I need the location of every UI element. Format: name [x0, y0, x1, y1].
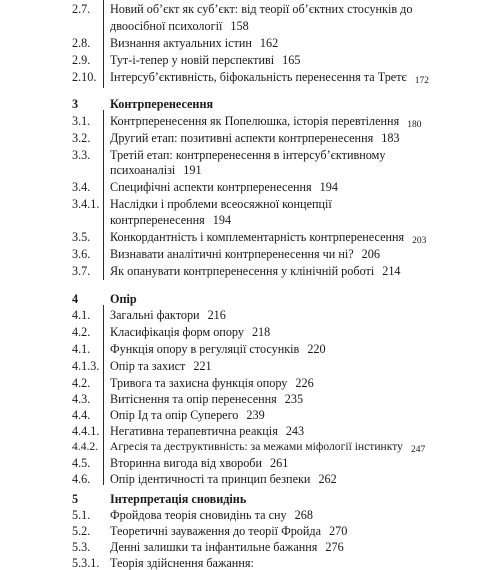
toc-entry-number: 2.10.: [72, 70, 97, 84]
toc-entry-title: Теоретичні зауваження до теорії Фройда: [110, 524, 322, 538]
toc-entry-number: 3.4.1.: [72, 197, 100, 211]
toc-entry-number: 4.5.: [72, 456, 91, 470]
toc-entry-page: 216: [207, 308, 226, 322]
toc-entry-title: психоаналізі: [110, 163, 176, 177]
toc-entry-number: 5.1.: [72, 508, 91, 522]
toc-entry-page: 194: [319, 180, 338, 194]
toc-entry-title: Опір та захист: [110, 359, 186, 373]
toc-entry-number: 4.2.: [72, 376, 91, 390]
toc-entry-title: Денні залишки та інфантильне бажання: [110, 540, 318, 554]
toc-entry-title: Специфічні аспекти контрперенесення: [110, 180, 312, 194]
toc-entry-page: 268: [294, 508, 313, 522]
toc-entry-page: 183: [381, 131, 400, 145]
toc-entry-number: 2.8.: [72, 36, 91, 50]
toc-entry-page: 262: [318, 472, 337, 486]
toc-entry-number: 4.3.: [72, 392, 91, 406]
chapter-number: 3: [72, 97, 79, 111]
toc-entry-title: контрперенесення: [110, 213, 205, 227]
toc-entry-number: 5.2.: [72, 524, 91, 538]
toc-entry-page: 221: [193, 359, 212, 373]
toc-entry-title: Функція опору в регуляції стосунків: [110, 342, 300, 356]
column-divider: [103, 0, 104, 88]
toc-entry-title: Опір Ід та опір Суперего: [110, 408, 239, 422]
toc-entry-page: 206: [361, 247, 380, 261]
toc-entry-title: Наслідки і проблеми всеосяжної концепції: [110, 197, 332, 211]
toc-entry-title: Визнання актуальних істин: [110, 36, 252, 50]
toc-entry-page: 218: [251, 325, 271, 339]
toc-entry-title: Визнавати аналітичні контрперенесення чи ні?: [110, 247, 354, 261]
column-divider: [103, 305, 104, 485]
toc-entry-title: Вторинна вигода від хвороби: [110, 456, 263, 470]
chapter-number: 4: [72, 292, 79, 306]
toc-entry-title: Третій етап: контрперенесення в інтерсуб’єктивному: [110, 148, 386, 162]
toc-entry-number: 3.5.: [72, 230, 91, 244]
toc-entry-number: 3.7.: [72, 264, 91, 278]
toc-entry-number: 3.2.: [72, 131, 91, 145]
toc-entry-title: Загальні фактори: [110, 308, 200, 322]
toc-entry-page: 191: [183, 163, 202, 177]
column-divider: [103, 110, 104, 280]
toc-entry-number: 3.4.: [72, 180, 91, 194]
toc-entry-title: Витіснення та опір перенесення: [110, 392, 277, 406]
toc-entry-page: 203: [412, 236, 427, 246]
toc-entry-page: 243: [285, 424, 305, 438]
toc-entry-number: 5.3.1.: [72, 556, 100, 570]
toc-entry-page: 214: [382, 264, 401, 278]
toc-entry-number: 3.1.: [72, 114, 91, 128]
toc-entry-page: 270: [329, 524, 348, 538]
toc-entry-number: 4.4.1.: [72, 424, 100, 438]
toc-entry-number: 4.6.: [72, 472, 91, 486]
toc-entry-number: 4.1.: [72, 342, 91, 356]
toc-entry-title: Фройдова теорія сновидінь та сну: [110, 508, 287, 522]
toc-entry-page: 180: [407, 120, 422, 130]
toc-entry-number: 4.4.2.: [72, 440, 99, 453]
toc-entry-title: Контрперенесення як Попелюшка, історія перевтілення: [110, 114, 400, 128]
toc-entry-title: Новий об’єкт як суб’єкт: від теорії об’єктних стосунків до: [110, 2, 413, 16]
toc-entry-title: Негативна терапевтична реакція: [110, 424, 278, 438]
toc-entry-page: 239: [246, 408, 265, 422]
chapter-number: 5: [72, 492, 79, 506]
toc-entry-page: 220: [307, 342, 326, 356]
toc-entry-title: двоосібної психології: [110, 19, 223, 33]
chapter-title: Інтерпретація сновидінь: [110, 492, 247, 506]
toc-entry-page: 172: [414, 76, 430, 86]
toc-entry-title: Тривога та захисна функція опору: [110, 376, 288, 390]
toc-entry-page: 261: [270, 456, 289, 470]
toc-entry-number: 2.9.: [72, 53, 91, 67]
toc-entry-title: Агресія та деструктивність: за межами міфології інстинкту: [110, 440, 403, 453]
toc-entry-number: 5.3.: [72, 540, 91, 554]
toc-entry-number: 4.4.: [72, 408, 91, 422]
toc-entry-title: Тут-і-тепер у новій перспективі: [110, 53, 275, 67]
toc-entry-page: 226: [295, 376, 314, 390]
toc-entry-title: Як опанувати контрперенесення у клінічній роботі: [110, 264, 375, 278]
toc-entry-title: Опір ідентичності та принцип безпеки: [110, 472, 311, 486]
toc-entry-page: 158: [230, 19, 249, 33]
toc-entry-number: 3.3.: [72, 148, 91, 162]
toc-entry-page: 247: [410, 445, 426, 455]
chapter-title: Опір: [110, 292, 137, 306]
toc-entry-page: 162: [259, 36, 279, 50]
toc-entry-page: 165: [282, 53, 301, 67]
toc-entry-number: 3.6.: [72, 247, 91, 261]
toc-entry-page: 235: [284, 392, 304, 406]
toc-entry-number: 4.1.: [72, 308, 91, 322]
toc-entry-number: 4.2.: [72, 325, 91, 339]
toc-entry-title: Інтерсуб’єктивність, біфокальність перенесення та Третє: [110, 70, 407, 84]
toc-entry-title: Другий етап: позитивні аспекти контрперенесення: [110, 131, 374, 145]
toc-entry-number: 4.1.3.: [72, 359, 100, 373]
toc-entry-page: 194: [212, 213, 232, 227]
chapter-title: Контрперенесення: [110, 97, 214, 111]
toc-entry-title: Класифікація форм опору: [110, 325, 244, 339]
toc-entry-title: Теорія здійснення бажання:: [110, 556, 254, 570]
toc-entry-page: 276: [325, 540, 344, 554]
toc-entry-title: Конкордантність і комплементарність контрперенесення: [110, 230, 405, 244]
toc-entry-number: 2.7.: [72, 2, 91, 16]
